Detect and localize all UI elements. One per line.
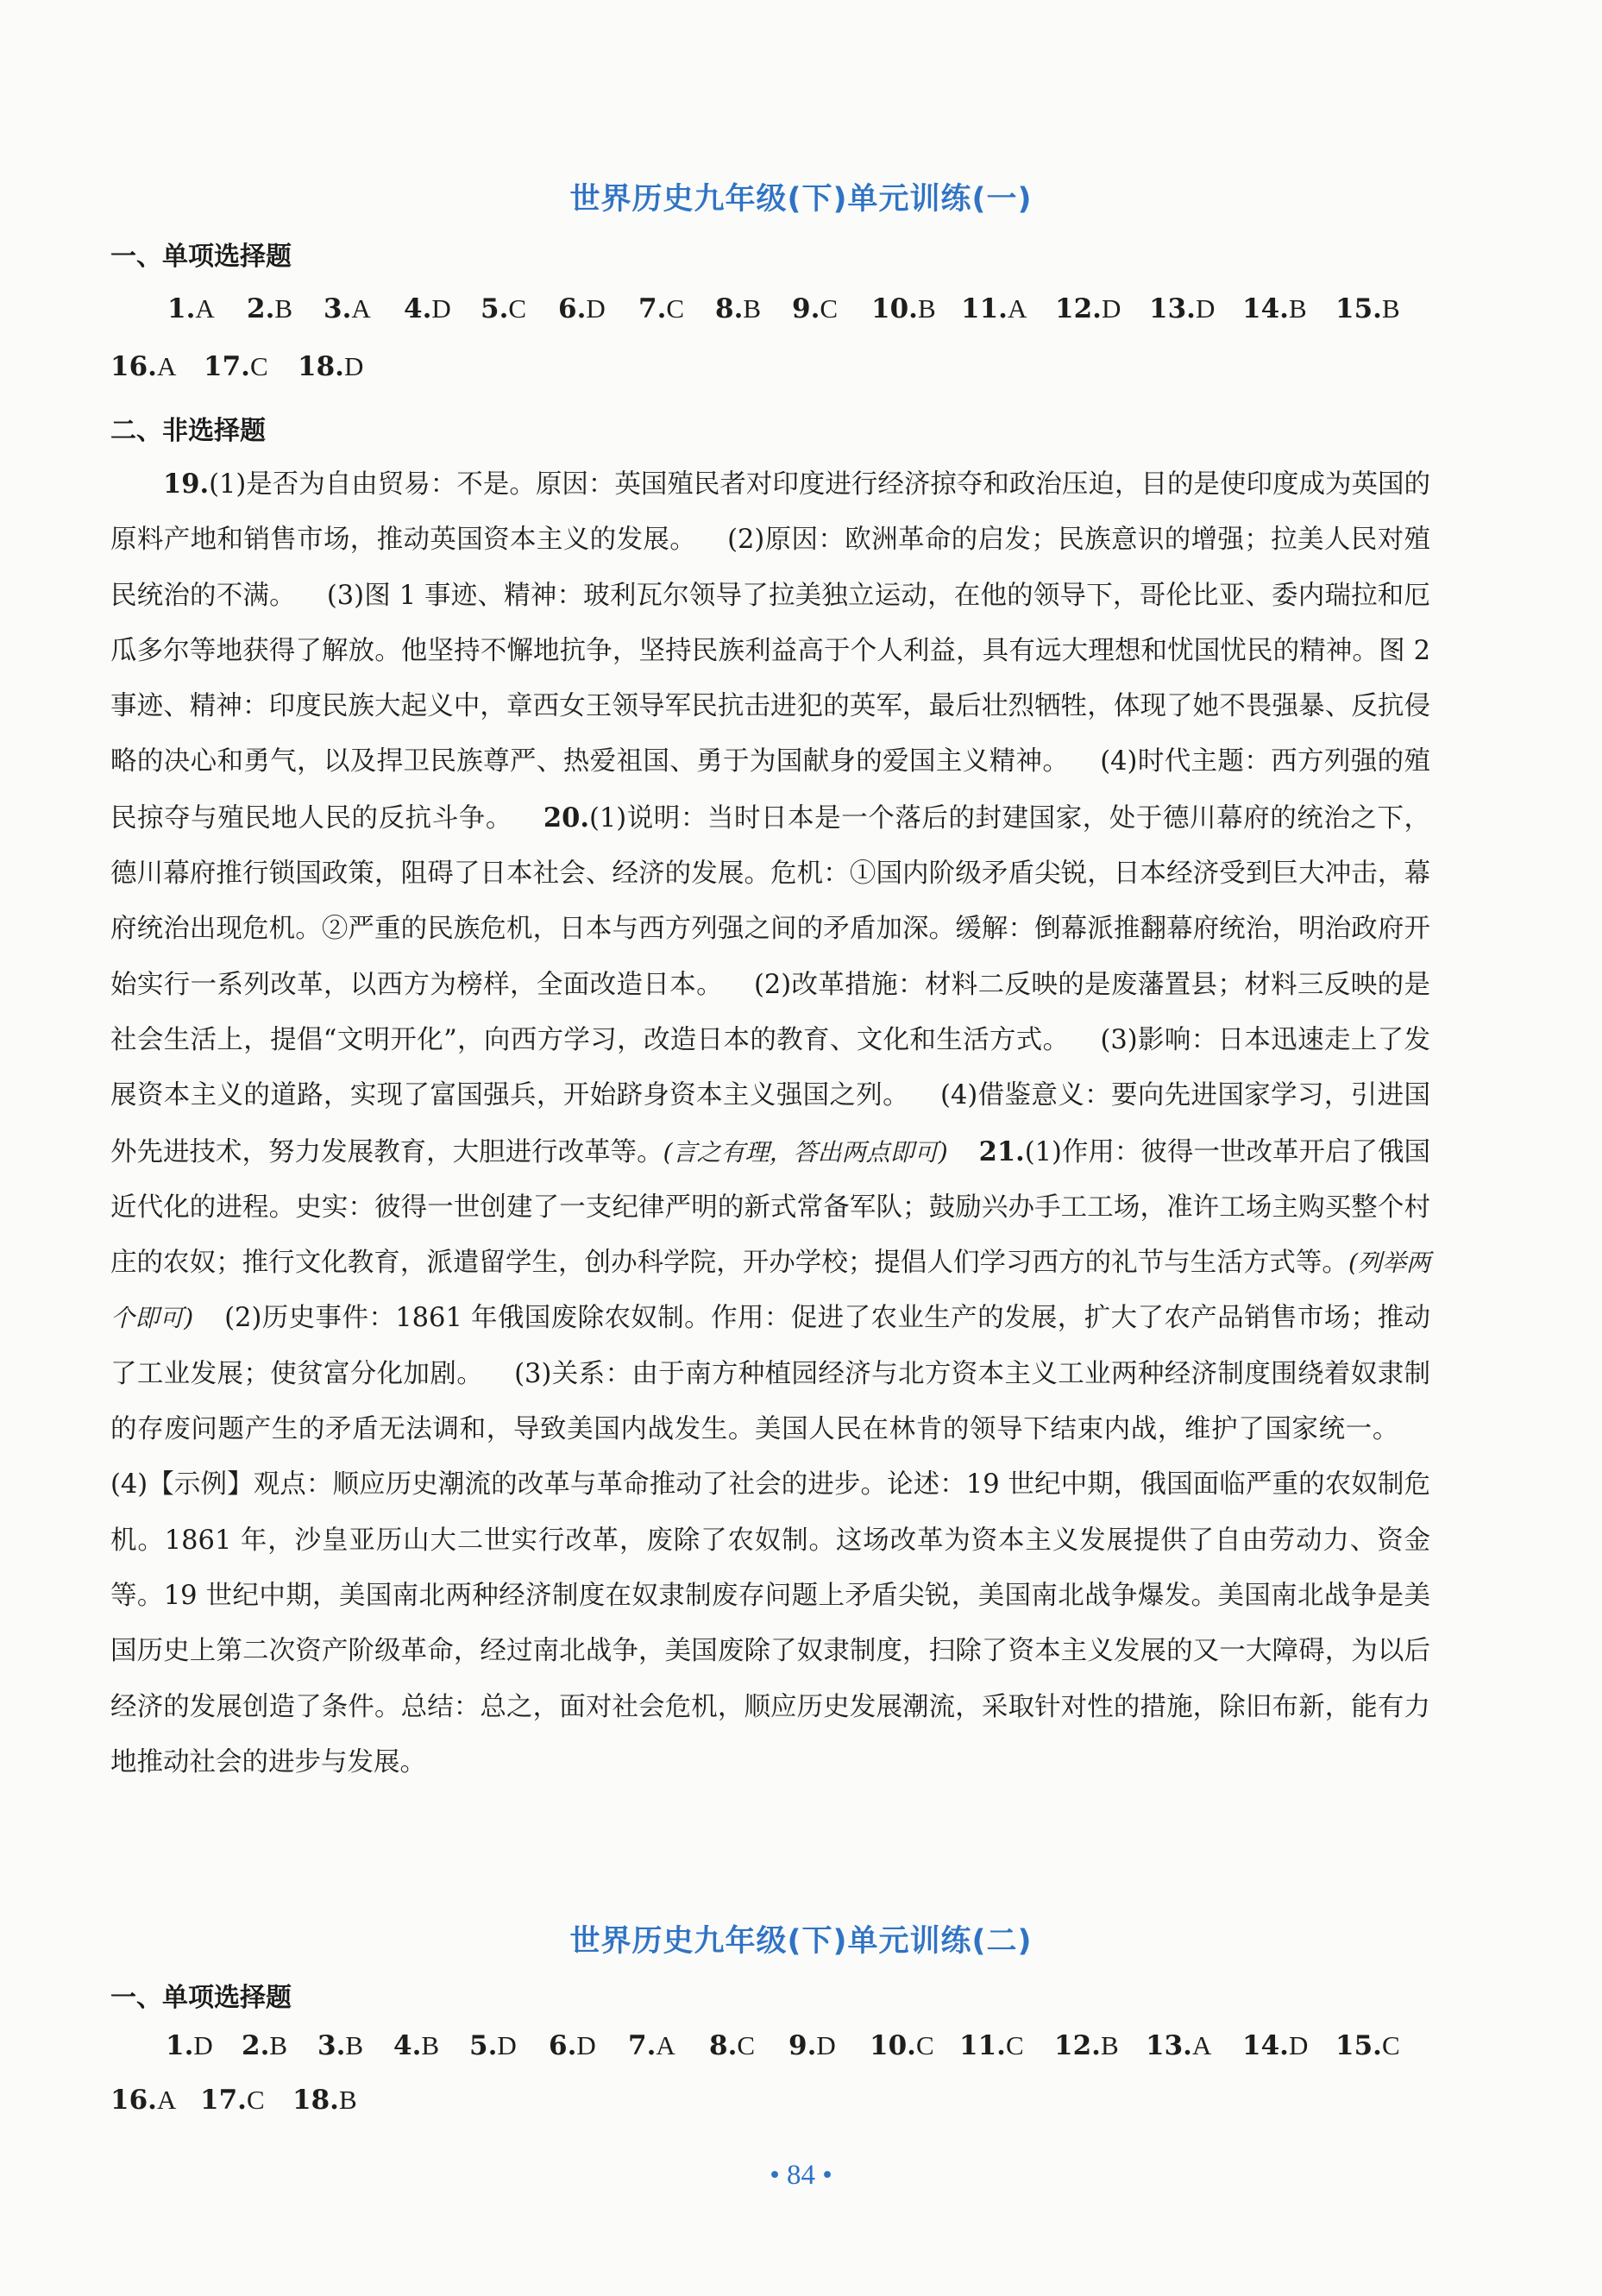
answer-item: 14.B: [1242, 293, 1307, 324]
answer-item: 15.B: [1335, 293, 1400, 324]
answer-item: 12.D: [1055, 293, 1121, 324]
unit1-mc-heading: 一、单项选择题: [110, 242, 292, 272]
q19-part2: (2)原因：欧洲革命的启发；民族意识的增强；拉美人民对殖民统治的不满。: [110, 525, 1431, 611]
unit1-nonmc-heading: 二、非选择题: [110, 416, 266, 446]
answer-item: 9.D: [788, 2030, 836, 2061]
question-number: 21.: [978, 1135, 1025, 1167]
answer-item: 1.D: [166, 2030, 213, 2061]
answer-item: 9.C: [792, 293, 839, 324]
answer-item: 18.B: [292, 2085, 357, 2116]
q19-part4: (4)时代主题：西方列强的殖民掠夺与殖民地人民的反抗斗争。: [110, 746, 1431, 833]
unit2-mc-heading: 一、单项选择题: [110, 1983, 292, 2013]
answer-item: 18.D: [298, 351, 364, 382]
answer-item: 7.C: [638, 293, 685, 324]
answer-item: 6.D: [549, 2030, 596, 2061]
q21-part2: (2)历史事件：1861 年俄国废除农奴制。作用：促进了农业生产的发展，扩大了农产品销售市场；推动了工业发展；使贫富分化加剧。: [110, 1303, 1430, 1389]
q20-note: (言之有理，答出两点即可): [663, 1137, 948, 1167]
answer-item: 5.D: [469, 2030, 517, 2061]
q20-part1: (1)说明：当时日本是一个落后的封建国家，处于德川幕府的统治之下，德川幕府推行锁国政策，阻碍了日本社会、经济的发展。危机：①国内阶级矛盾尖锐，日本经济受到巨大冲击，幕府统治出现危机。②严重的民族危机，日本与西方列强之间的矛盾加深。缓解：倒幕派推翻幕府统治，明治政府开始实行一系列改革，以西方为榜样，全面改造日本。: [110, 802, 1431, 1000]
answer-item: 3.B: [317, 2030, 364, 2061]
answer-item: 1.A: [167, 293, 215, 324]
answer-item: 6.D: [558, 293, 606, 324]
answer-item: 4.D: [404, 293, 451, 324]
unit1-title: 世界历史九年级(下)单元训练(一): [569, 182, 1033, 217]
q21-part3: (3)关系：由于南方种植园经济与北方资本主义工业两种经济制度围绕着奴隶制的存废问题产生的矛盾无法调和，导致美国内战发生。美国人民在林肯的领导下结束内战，维护了国家统一。: [110, 1358, 1431, 1445]
answer-item: 11.C: [959, 2030, 1024, 2061]
answer-item: 2.B: [247, 293, 293, 324]
q21-note: (列举两个即可): [110, 1249, 1430, 1333]
q20-part3: (3)影响：日本迅速走上了发展资本主义的道路，实现了富国强兵，开始跻身资本主义强国之列。: [110, 1024, 1431, 1111]
answer-item: 3.A: [324, 293, 371, 324]
question-number: 19.: [163, 469, 210, 500]
answer-item: 17.C: [204, 351, 268, 382]
answer-item: 2.B: [242, 2030, 288, 2061]
q20-part2: (2)改革措施：材料二反映的是废藩置县；材料三反映的是社会生活上，提倡“文明开化”，向西方学习，改造日本的教育、文化和生活方式。: [110, 969, 1431, 1055]
answer-item: 10.B: [871, 293, 936, 324]
answer-item: 13.A: [1146, 2030, 1212, 2061]
answer-item: 17.C: [200, 2085, 265, 2116]
answer-item: 15.C: [1335, 2030, 1400, 2061]
q19-part3: (3)图 1 事迹、精神：玻利瓦尔领导了拉美独立运动，在他的领导下，哥伦比亚、委内瑞拉和厄瓜多尔等地获得了解放。他坚持不懈地抗争，坚持民族利益高于个人利益，具有远大理想和忧国忧民的精神。图 2 事迹、精神：印度民族大起义中，章西女王领导军民抗击进犯的英军，最后壮烈牺牲，体现了她不畏强暴、反抗侵略的决心和勇气，以及捍卫民族尊严、热爱祖国、勇于为国献身的爱国主义精神。: [110, 580, 1430, 777]
answer-item: 14.D: [1242, 2030, 1309, 2061]
answer-item: 8.B: [715, 293, 762, 324]
q21-part4: (4)【示例】观点：顺应历史潮流的改革与革命推动了社会的进步。论述：19 世纪中期，俄国面临严重的农奴制危机。1861 年，沙皇亚历山大二世实行改革，废除了农奴制。这场改革为资本主义发展提供了自由劳动力、资金等。19 世纪中期，美国南北两种经济制度在奴隶制废存问题上矛盾尖锐，美国南北战争爆发。美国南北战争是美国历史上第二次资产阶级革命，经过南北战争，美国废除了奴隶制度，扫除了资本主义发展的又一大障碍，为以后经济的发展创造了条件。总结：总之，面对社会危机，顺应历史发展潮流，采取针对性的措施，除旧布新，能有力地推动社会的进步与发展。: [110, 1469, 1430, 1777]
unit2-title: 世界历史九年级(下)单元训练(二): [569, 1924, 1033, 1959]
answer-item: 8.C: [709, 2030, 756, 2061]
answer-item: 10.C: [870, 2030, 934, 2061]
answer-item: 7.A: [628, 2030, 675, 2061]
answer-item: 12.B: [1054, 2030, 1119, 2061]
question-number: 20.: [543, 802, 589, 833]
non-choice-answers: [110, 456, 1430, 1790]
q21-part1: (1)作用：彼得一世改革开启了俄国近代化的进程。史实：彼得一世创建了一支纪律严明的新式常备军队；鼓励兴办手工工场，准许工场主购买整个村庄的农奴；推行文化教育，派遣留学生，创办科学院，开办学校；提倡人们学习西方的礼节与生活方式等。: [110, 1136, 1431, 1279]
q20-part4: (4)借鉴意义：要向先进国家学习，引进国外先进技术，努力发展教育，大胆进行改革等。: [110, 1080, 1431, 1167]
q19-part1: (1)是否为自由贸易：不是。原因：英国殖民者对印度进行经济掠夺和政治压迫，目的是使印度成为英国的原料产地和销售市场，推动英国资本主义的发展。: [110, 469, 1430, 556]
answer-item: 16.A: [110, 351, 177, 382]
answer-item: 16.A: [110, 2085, 177, 2116]
answer-item: 11.A: [961, 293, 1027, 324]
answer-item: 5.C: [481, 293, 527, 324]
answer-item: 13.D: [1149, 293, 1216, 324]
page-number: • 84 •: [770, 2160, 832, 2191]
answer-item: 4.B: [393, 2030, 440, 2061]
